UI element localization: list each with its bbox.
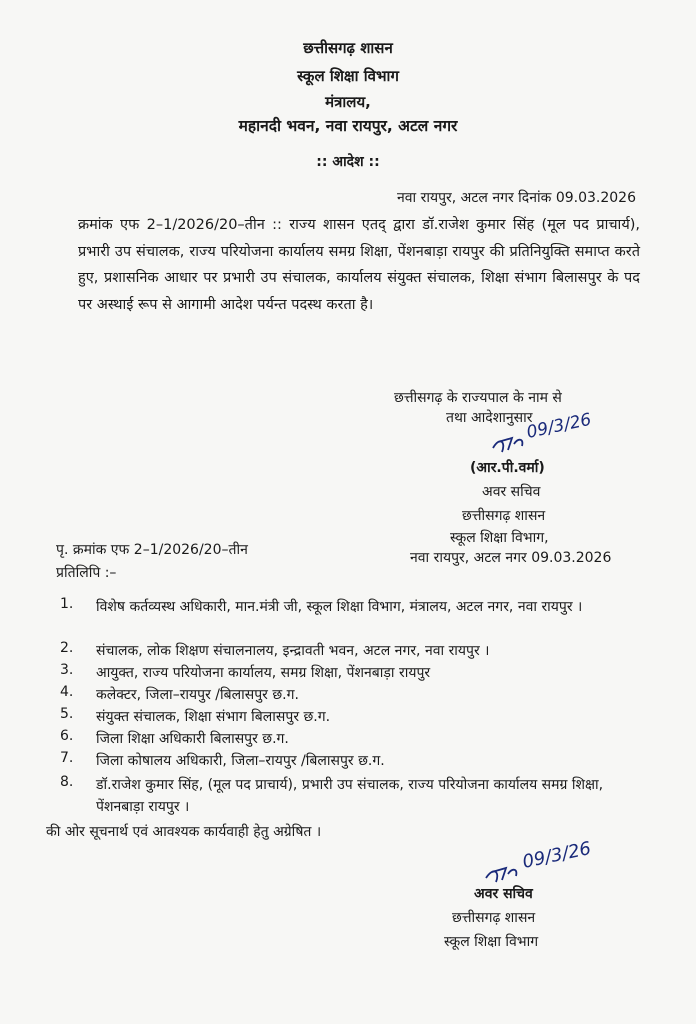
copy-item: जिला शिक्षा अधिकारी बिलासपुर छ.ग. — [96, 731, 289, 747]
copy-item-number: 1. — [60, 596, 74, 612]
copy-item-number: 3. — [60, 662, 74, 678]
header-line-ministry: मंत्रालय, — [325, 93, 371, 111]
copy-item: विशेष कर्तव्यस्थ अधिकारी, मान.मंत्री जी, स्कूल शिक्षा विभाग, मंत्रालय, अटल नगर, नवा रायपुर । — [96, 599, 583, 615]
copy-item: कलेक्टर, जिला–रायपुर /बिलासपुर छ.ग. — [96, 687, 299, 703]
signature-footer-icon — [480, 836, 620, 886]
copy-item: जिला कोषालय अधिकारी, जिला–रायपुर /बिलासपुर छ.ग. — [96, 753, 385, 769]
footer-org-dept: स्कूल शिक्षा विभाग — [444, 934, 539, 950]
endorsement-closing: की ओर सूचनार्थ एवं आवश्यक कार्यवाही हेतु अग्रेषित । — [46, 824, 322, 840]
header-line-dept: स्कूल शिक्षा विभाग — [297, 67, 399, 85]
order-paragraph: क्रमांक एफ 2–1/2026/20–तीन :: राज्य शासन एतद् द्वारा डॉ.राजेश कुमार सिंह (मूल पद प्राचार्य), प्रभारी उप संचालक, राज्य परियोजना कार्यालय समग्र शिक्षा, पेंशनबाड़ा रायपुर की प्रतिनियुक्ति समाप्त करते हुए, प्रशासनिक आधार पर प्रभारी उप संचालक, कार्यालय संयुक्त संचालक, शिक्षा संभाग बिलासपुर के पद पर अस्थाई रूप से आगामी आदेश पर्यन्त पदस्थ करता है। — [78, 217, 640, 313]
authority-org-dept: स्कूल शिक्षा विभाग, — [450, 530, 549, 546]
copy-label: प्रतिलिपि :– — [56, 565, 117, 581]
footer-designation: अवर सचिव — [474, 886, 533, 902]
copy-item-number: 7. — [60, 750, 74, 766]
footer-org-govt: छत्तीसगढ़ शासन — [452, 910, 536, 926]
copy-item-number: 6. — [60, 728, 74, 744]
endorsement-ref-number: पृ. क्रमांक एफ 2–1/2026/20–तीन — [56, 542, 248, 558]
authority-org-govt: छत्तीसगढ़ शासन — [462, 508, 546, 524]
authority-place-date: नवा रायपुर, अटल नगर 09.03.2026 — [410, 550, 612, 566]
copy-item: डॉ.राजेश कुमार सिंह, (मूल पद प्राचार्य), प्रभारी उप संचालक, राज्य परियोजना कार्यालय समग्र शिक्षा, पेंशनबाड़ा रायपुर । — [96, 777, 604, 815]
signature-authority-icon — [488, 408, 608, 456]
copy-item: संचालक, लोक शिक्षण संचालनालय, इन्द्रावती भवन, अटल नगर, नवा रायपुर । — [96, 643, 490, 659]
order-place-date: नवा रायपुर, अटल नगर दिनांक 09.03.2026 — [396, 190, 636, 206]
authority-name: (आर.पी.वर्मा) — [470, 460, 545, 476]
authority-line-order: तथा आदेशानुसार — [446, 410, 533, 426]
svg-text:09/3/26: 09/3/26 — [524, 409, 594, 443]
copy-item-number: 8. — [60, 774, 74, 790]
copy-item-number: 2. — [60, 640, 74, 656]
authority-designation: अवर सचिव — [482, 484, 541, 500]
copy-item-number: 5. — [60, 706, 74, 722]
authority-line-governor: छत्तीसगढ़ के राज्यपाल के नाम से — [394, 390, 562, 406]
copy-item-number: 4. — [60, 684, 74, 700]
copy-item: संयुक्त संचालक, शिक्षा संभाग बिलासपुर छ.ग. — [96, 709, 331, 725]
svg-text:09/3/26: 09/3/26 — [520, 837, 593, 873]
copy-item: आयुक्त, राज्य परियोजना कार्यालय, समग्र शिक्षा, पेंशनबाड़ा रायपुर — [96, 665, 431, 681]
header-line-address: महानदी भवन, नवा रायपुर, अटल नगर — [238, 117, 458, 135]
order-title: :: आदेश :: — [316, 154, 380, 170]
header-line-govt: छत्तीसगढ़ शासन — [303, 39, 393, 57]
